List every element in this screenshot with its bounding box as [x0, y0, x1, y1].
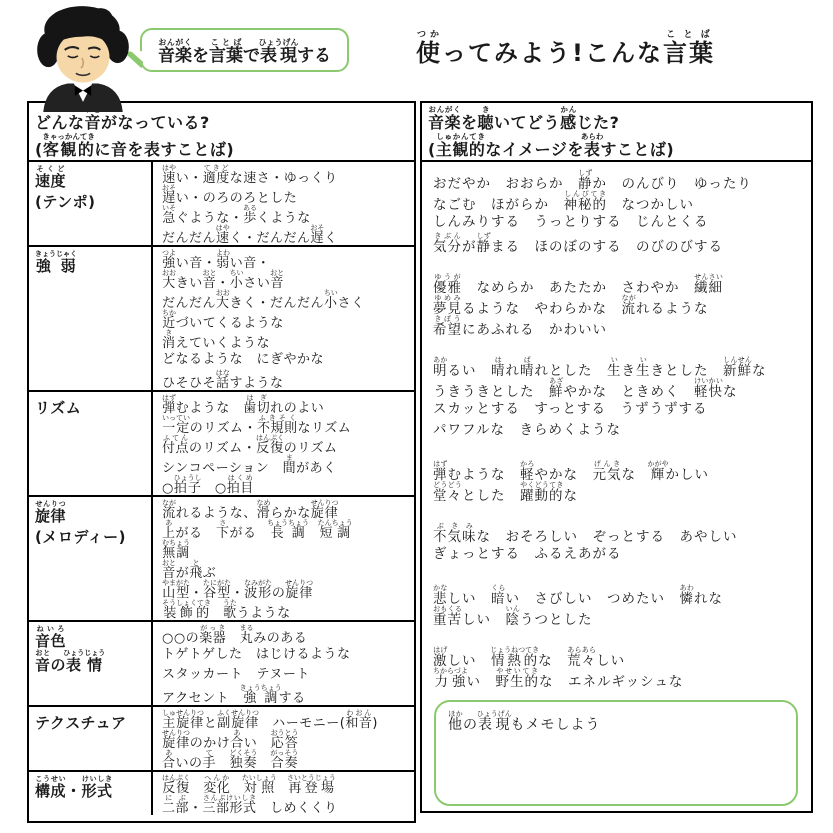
- row-items: [153, 497, 414, 620]
- table-row-tempo: [29, 162, 414, 247]
- text-line: (テンポ): [35, 193, 96, 211]
- composer-portrait-drawing: [26, 2, 140, 112]
- text-line: 反復はんぷく 変化へんか 対照たいしょう 再登場さいとうじょう: [162, 774, 336, 796]
- text-line: うきうきとした 鮮あざやかな ときめく 軽快けいかいな: [433, 377, 738, 400]
- text-line: だんだん大おおきく・だんだん小ちいさく: [162, 289, 365, 311]
- table-row-form: [29, 772, 414, 815]
- text-line: 力強ちからづよい 野生的やせいてきな エネルギッシュな: [433, 667, 684, 690]
- mood-group-eerie: [433, 522, 807, 564]
- text-line: 強 弱きょうじゃく: [35, 250, 77, 275]
- text-line: 遅おそい・のろのろとした: [162, 184, 298, 206]
- text-line: 音楽おんがくを聴きいてどう感かんじた?: [428, 105, 620, 132]
- text-line: 合あいの手て 独奏どくそう 合奏がっそう: [162, 749, 299, 771]
- text-line: 気分きぶんが静しずまる ほのぼのする のびのびする: [433, 232, 723, 255]
- text-line: スカッとする すっとする うずうずする: [433, 401, 708, 417]
- text-line: しんみりする うっとりする じんとくる: [433, 214, 709, 230]
- row-items: [153, 247, 414, 390]
- table-row-timbre: [29, 622, 414, 707]
- text-line: ○○の楽器がっき 丸まるみのある: [162, 624, 308, 646]
- row-category: [29, 497, 153, 620]
- text-line: 上あがる 下さがる 長調ちょうちょう 短調たんちょう: [162, 519, 353, 541]
- text-line: 速度そくど: [35, 165, 67, 190]
- text-line: 速はやい・適度てきどな速さ・ゆっくり: [162, 164, 338, 186]
- text-line: 希望きぼうにあふれる かわいい: [433, 315, 607, 338]
- text-line: トゲトゲした はじけるような: [162, 647, 351, 662]
- text-line: おだやか おおらか 静しずか のんびり ゆったり: [433, 169, 752, 192]
- row-items: [153, 162, 414, 245]
- text-line: 装飾的そうしょくてき 歌うたうような: [162, 599, 291, 621]
- text-line: 近ちかづいてくるような: [162, 309, 284, 331]
- text-line: 悲かなしい 暗くらい さびしい つめたい 憐あわれな: [433, 584, 723, 607]
- text-line: 音おとが飛とぶ: [162, 559, 217, 581]
- text-line: 流ながれるような、滑なめらかな旋律せんりつ: [162, 499, 339, 521]
- row-category: [29, 622, 153, 705]
- table-row-dynamics: [29, 247, 414, 392]
- text-line: 不気味ぶきみな おそろしい ぞっとする あやしい: [433, 522, 738, 545]
- mood-group-lively: [433, 460, 807, 502]
- text-line: 明あかるい 晴はれ晴ばれとした 生いき生いきとした 新鮮しんせんな: [433, 356, 767, 379]
- text-line: なごむ ほがらか 神秘的しんぴてき なつかしい: [433, 190, 694, 213]
- text-line: 弾はずむような 軽かろやかな 元気げんきな 輝かがやかしい: [433, 460, 709, 483]
- composer-portrait-icon: [26, 2, 140, 112]
- text-line: 優雅ゆうが なめらか あたたか さわやか 繊細せんさい: [433, 273, 723, 296]
- memo-box: [434, 700, 798, 806]
- text-line: 消きえていくような: [162, 329, 271, 351]
- text-line: パワフルな きらめくような: [433, 422, 621, 438]
- text-line: ぎょっとする ふるえあがる: [433, 546, 622, 562]
- text-line: テクスチュア: [35, 714, 127, 732]
- text-line: 旋律せんりつ: [35, 500, 67, 525]
- text-line: スタッカート テヌート: [162, 667, 310, 682]
- text-line: 一定いっていのリズム・不規則ふきそくなリズム: [162, 414, 352, 436]
- row-category: [29, 247, 153, 390]
- text-line: 山型やまがた・谷型たにがた・波形なみがたの旋律せんりつ: [162, 579, 314, 601]
- text-line: 音楽おんがくを言葉ことばで表現ひょうげんする: [158, 38, 331, 66]
- text-line: シンコペーション 間まがあく: [162, 454, 337, 476]
- text-line: 付点ふてんのリズム・反復はんぷくのリズム: [162, 434, 338, 456]
- row-items: [153, 622, 414, 705]
- speech-bubble: [140, 28, 349, 72]
- text-line: 重苦おもくるしい 陰いんうつとした: [433, 605, 593, 628]
- text-line: 旋律せんりつのかけ合あい 応答おうとう: [162, 729, 299, 751]
- subjective-words-panel: [420, 101, 813, 813]
- text-line: 堂々どうどうとした 躍動的やくどうてきな: [433, 481, 578, 504]
- text-line: 弾はずむような 歯切はぎれのよい: [162, 394, 325, 416]
- text-line: 大おおきい音おと・小ちいさい音おと: [162, 269, 285, 291]
- text-line: 主旋律しゅせんりつと副旋律ふくせんりつ ハーモニー(和音わおん): [162, 709, 378, 731]
- text-line: 二部にぶ・三部形式さんぶけいしき しめくくり: [162, 794, 338, 816]
- text-line: (客観的きゃっかんてきに音を表すことば): [35, 132, 235, 159]
- page-title: [416, 30, 715, 70]
- text-line: 強つよい音・弱よわい音・: [162, 249, 271, 271]
- text-line: 夢見ゆめみるような やわらかな 流ながれるような: [433, 294, 709, 317]
- text-line: リズム: [35, 399, 82, 417]
- mood-group-elegant: [433, 273, 807, 336]
- mood-group-intense: [433, 646, 807, 688]
- row-items: [153, 772, 414, 815]
- text-line: ひそひそ話はなすような: [162, 369, 284, 391]
- memo-box-label: [448, 710, 784, 732]
- row-category: [29, 772, 153, 815]
- text-line: 無調むちょう: [162, 539, 190, 561]
- row-category: [29, 707, 153, 770]
- mood-group-bright: [433, 356, 807, 440]
- table-row-rhythm: [29, 392, 414, 497]
- text-line: (主観的しゅかんてきなイメージを表あらわすことば): [428, 132, 675, 159]
- text-line: 音おとの表情ひょうじょう: [35, 649, 106, 674]
- row-items: [153, 392, 414, 495]
- text-line: どんな音がなっている?: [35, 113, 210, 132]
- objective-words-panel: [27, 101, 416, 823]
- mood-words-list: [422, 162, 811, 688]
- text-line: アクセント 強調きょうちょうする: [162, 684, 306, 706]
- text-line: 使つかってみよう!こんな言葉ことば: [416, 30, 715, 67]
- text-line: ○拍子ひょうし ○拍目はくめ: [162, 474, 254, 496]
- table-row-texture: [29, 707, 414, 772]
- row-category: [29, 162, 153, 245]
- mood-group-sad: [433, 584, 807, 626]
- text-line: どなるような にぎやかな: [162, 352, 325, 367]
- text-line: だんだん速はやく・だんだん遅おそく: [162, 224, 338, 246]
- text-line: 急いそぐような・歩あるくような: [162, 204, 311, 226]
- table-row-melody: [29, 497, 414, 622]
- row-category: [29, 392, 153, 495]
- row-items: [153, 707, 414, 770]
- mood-group-calm: [433, 169, 807, 253]
- text-line: 構成こうせい・形式けいしき: [35, 775, 113, 800]
- text-line: 音色ねいろ: [35, 625, 67, 650]
- text-line: 激はげしい 情熱的じょうねつてきな 荒々あらあらしい: [433, 646, 626, 669]
- text-line: 他ほかの表現ひょうげんもメモしよう: [448, 710, 601, 733]
- text-line: (メロディー): [35, 528, 127, 546]
- speech-bubble-text: [158, 38, 331, 64]
- right-panel-heading: [422, 103, 811, 162]
